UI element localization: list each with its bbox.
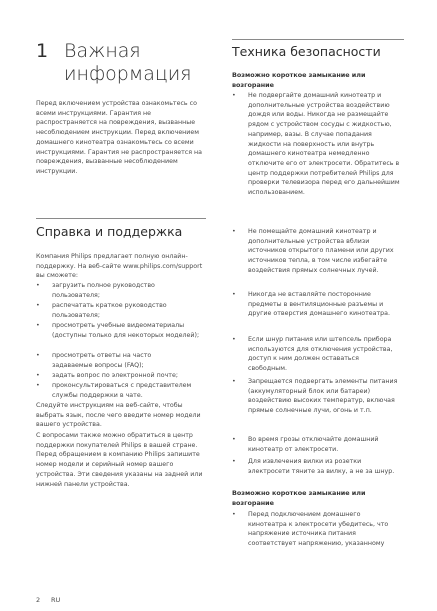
bullet-dot: • <box>232 336 236 343</box>
chapter-title-line1: Важная <box>64 40 141 62</box>
safety-bullet-text: Перед подключением домашнего кинотеатра к электросети убедитесь, что напряжение источника питания соответствует напряжению, указанному <box>248 511 389 548</box>
safety-bullet-text: Никогда не вставляйте посторонние предметы в вентиляционные разъемы и другие отверстия домашнего кинотеатра. <box>248 291 390 318</box>
help-bullet-text: распечатать краткое руководство пользователя; <box>52 302 167 319</box>
bullet-dot: • <box>36 322 40 329</box>
bullet-dot: • <box>232 458 236 465</box>
chapter-title <box>64 40 192 86</box>
help-bullet-text: просмотреть ответы на часто задаваемые вопросы (FAQ); <box>52 352 152 369</box>
safety-bullet-text: Не помещайте домашний кинотеатр и дополнительные устройства вблизи источников открытого пламени или других источников тепла, в том числе избегайте воздействия прямых солнечных лучей. <box>248 228 394 274</box>
bullet-dot: • <box>232 228 236 235</box>
help-bullet-text: проконсультироваться с представителем службы поддержки в чате. <box>52 382 192 399</box>
safety-subheading: Возможно короткое замыкание или возгорание <box>232 489 366 507</box>
help-bullet-text: задать вопрос по электронной почте; <box>52 372 178 379</box>
safety-heading: Техника безопасности <box>232 44 381 59</box>
language-code: RU <box>51 596 61 604</box>
bullet-dot: • <box>232 291 236 298</box>
chapter-number: 1 <box>36 40 49 62</box>
safety-subheading: Возможно короткое замыкание или возгорание <box>232 71 366 89</box>
bullet-dot: • <box>232 436 236 443</box>
help-intro: Компания Philips предлагает полную онлайн-поддержку. На веб-сайте www.philips.com/support вы сможете: <box>36 253 203 280</box>
bullet-dot: • <box>36 352 40 359</box>
page-number: 2 <box>36 596 41 604</box>
help-paragraph: С вопросами также можно обратиться в центр поддержки покупателей Philips в вашей стране. Перед обращением в компанию Philips запишите номер модели и серийный номер вашего устройства. Эти сведения указаны на задней или нижней панели устройства. <box>36 432 203 488</box>
bullet-dot: • <box>36 282 40 289</box>
bullet-dot: • <box>36 302 40 309</box>
intro-paragraph: Перед включением устройства ознакомьтесь со всеми инструкциями. Гарантия не распространяется на повреждения, вызванные несоблюдением инструкции. Перед включением домашнего кинотеатра ознакомьтесь со всеми инструкциями. Гарантия не распространяется на повреждения, вызванные несоблюдением инструкции. <box>36 100 203 175</box>
bullet-dot: • <box>232 92 236 99</box>
bullet-dot: • <box>36 382 40 389</box>
bullet-dot: • <box>232 378 236 385</box>
bullet-dot: • <box>36 372 40 379</box>
safety-bullet-text: Если шнур питания или штепсель прибора используются для отключения устройства, доступ к ним должен оставаться свободным. <box>248 336 393 373</box>
help-heading: Справка и поддержка <box>36 224 183 239</box>
bullet-dot: • <box>232 511 236 518</box>
help-rule <box>36 218 206 219</box>
safety-bullet-text: Не подвергайте домашний кинотеатр и дополнительные устройства воздействию дождя или воды. Никогда не размещайте рядом с устройством сосуды с жидкостью, например, вазы. В случае попадания жидкости на поверхность или внутрь домашнего кинотеатра немедленно отключите его от электросети. Обратитесь в центр поддержки потребителей Philips для проверки телевизора перед его дальнейшим использованием. <box>248 92 400 197</box>
chapter-title-line2: информация <box>64 63 192 85</box>
help-paragraph: Следуйте инструкциям на веб-сайте, чтобы выбрать язык, после чего введите номер модели вашего устройства. <box>36 402 201 429</box>
safety-bullet-text: Запрещается подвергать элементы питания (аккумуляторный блок или батареи) воздействию высоких температур, включая прямые солнечные лучи, огонь и т.п. <box>248 378 398 415</box>
help-bullet-text: загрузить полное руководство пользователя; <box>52 282 155 299</box>
safety-bullet-text: Во время грозы отключайте домашний кинотеатр от электросети. <box>248 436 379 453</box>
safety-rule <box>232 39 404 40</box>
help-bullet-text: просмотреть учебные видеоматериалы (доступны только для некоторых моделей); <box>52 322 200 339</box>
safety-bullet-text: Для извлечения вилки из розетки электросети тяните за вилку, а не за шнур. <box>248 458 395 475</box>
